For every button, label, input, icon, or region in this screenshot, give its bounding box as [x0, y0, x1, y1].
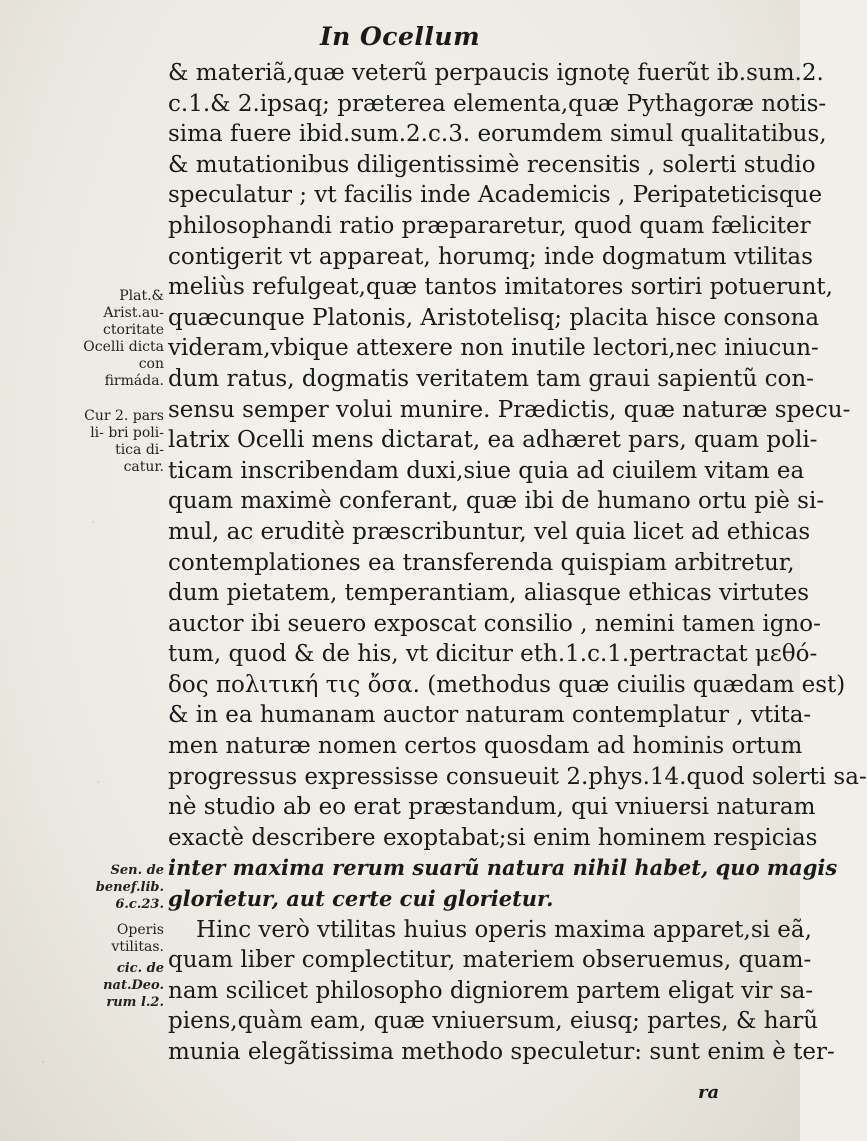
text-line: & in ea humanam auctor naturam contemplatur , vtita- — [168, 702, 812, 729]
text-line: videram,vbique attexere non inutile lectori,nec iniucun- — [168, 335, 819, 362]
text-line: & mutationibus diligentissimè recensitis , solerti studio — [168, 151, 816, 178]
margin-note-cicero: cic. de nat.Deo. rum l.2. — [103, 961, 164, 1010]
text-line: mul, ac eruditè præscribuntur, vel quia licet ad ethicas — [168, 518, 811, 545]
text-line: sensu semper volui munire. Prædictis, quæ naturæ specu- — [168, 396, 851, 423]
text-line: nè studio ab eo erat præstandum, qui vniuersi naturam — [168, 794, 816, 821]
text-line: & materiã,quæ veterũ perpaucis ignotę fuerũt ib.sum.2. — [168, 60, 824, 86]
text-line: munia elegãtissima methodo speculetur: sunt enim è ter- — [168, 1039, 835, 1065]
text-line: exactè describere exoptabat;si enim hominem respicias — [168, 824, 818, 851]
bleed-through-mark: · — [40, 1050, 47, 1074]
catchword: ra — [698, 1082, 720, 1103]
text-line: dum pietatem, temperantiam, aliasque ethicas virtutes — [168, 580, 810, 607]
text-line: quam maximè conferant, quæ ibi de humano ortu piè si- — [168, 488, 825, 515]
text-line: meliùs refulgeat,quæ tantos imitatores sortiri potuerunt, — [168, 274, 833, 301]
text-line: Hinc verò vtilitas huius operis maxima apparet,si eã, — [196, 916, 812, 943]
text-line: piens,quàm eam, quæ vniuersum, eiusq; partes, & harũ — [168, 1008, 819, 1035]
margin-note-seneca: Sen. de benef.lib. 6.c.23. — [95, 863, 164, 912]
body-text — [168, 58, 867, 1068]
text-line: nam scilicet philosopho digniorem partem eligat vir sa- — [168, 977, 814, 1004]
text-line: contigerit vt appareat, horumq; inde dogmatum vtilitas — [168, 243, 813, 270]
text-line-quote: glorietur, aut certe cui glorietur. — [168, 886, 554, 912]
text-line: tum, quod & de his, vt dicitur eth.1.c.1.pertractat μεθό- — [168, 641, 818, 668]
text-line: speculatur ; vt facilis inde Academicis , Peripateticisque — [168, 182, 823, 209]
margin-note-politica: Cur 2. pars li- bri poli- tica di- catur. — [84, 408, 164, 475]
text-line: contemplationes ea transferenda quispiam arbitretur, — [168, 549, 795, 576]
text-line: c.1.& 2.ipsaq; prætereа elementa,quæ Pythagoræ notis- — [168, 90, 827, 117]
margin-note-plato-aristotle: Plat.& Arist.au- ctoritate Ocelli dicta con firmáda. — [83, 288, 164, 389]
bleed-through-mark: · — [90, 510, 97, 534]
text-line: latrix Ocelli mens dictarat, ea adhæret pars, quam poli- — [168, 427, 818, 454]
running-head: In Ocellum — [319, 22, 481, 51]
margin-note-operis-vtilitas: Operis vtilitas. — [111, 922, 164, 955]
text-line: quæcunque Platonis, Aristotelisq; placita hisce consona — [168, 304, 820, 331]
text-line-quote: inter maxima rerum suarũ natura nihil habet, quo magis — [168, 855, 838, 881]
text-line: progressus expressisse consueuit 2.phys.14.quod solerti sa- — [168, 763, 867, 790]
text-line: dum ratus, dogmatis veritatem tam graui sapientũ con- — [168, 365, 814, 392]
text-line: sima fuere ibid.sum.2.c.3. eorumdem simul qualitatibus, — [168, 121, 827, 148]
text-line: men naturæ nomen certos quosdam ad hominis ortum — [168, 733, 803, 760]
text-line: quam liber complectitur, materiem obseruemus, quam- — [168, 947, 812, 974]
text-line: ticam inscribendam duxi,siue quia ad ciuilem vitam ea — [168, 457, 805, 484]
bleed-through-mark: · — [95, 770, 102, 794]
text-line: δος πολιτική τις ὄσα. (methodus quæ ciuilis quædam est) — [168, 671, 846, 698]
text-line: auctor ibi seuero exposcat consilio , nemini tamen igno- — [168, 610, 821, 637]
text-line: philosophandi ratio præpararetur, quod quam fæliciter — [168, 212, 811, 239]
